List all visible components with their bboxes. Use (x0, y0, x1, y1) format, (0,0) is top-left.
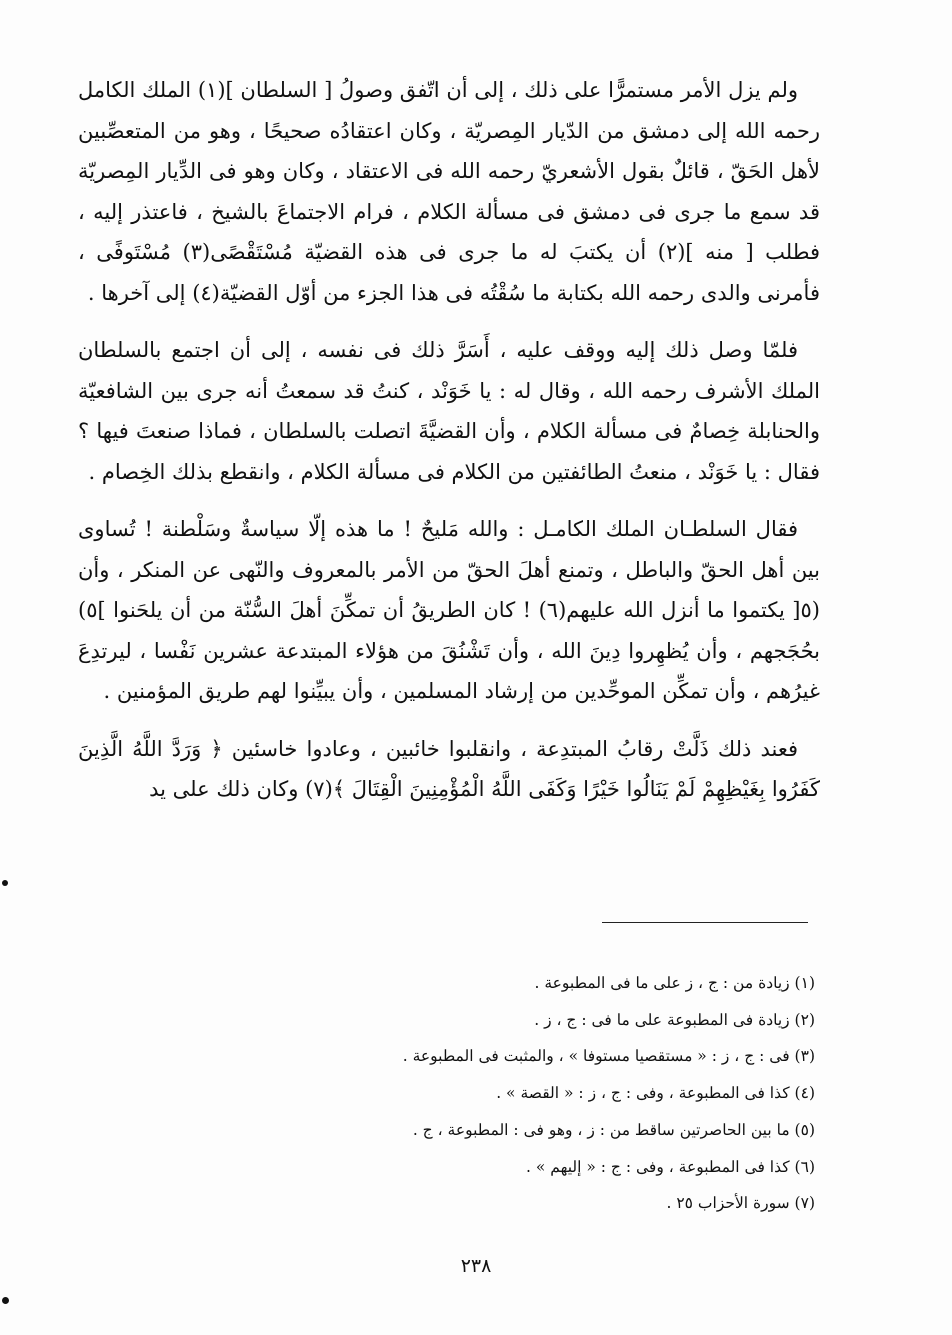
paragraph-2: فلمّا وصل ذلك إليه ووقف عليه ، أَسَرَّ ذلك فى نفسه ، إلى أن اجتمع بالسلطان الملك الأشرف رحمه الله ، وقال له : يا خَوَنْد ، كنتُ قد سمعتُ أنه جرى بين الشافعيّة والحنابلة خِصامٌ فى مسألة الكلام ، وأن القضيَّةَ اتصلت بالسلطان ، فماذا صنعتَ فيها ؟ فقال : يا خَوَنْد ، منعتُ الطائفتين من الكلام فى مسألة الكلام ، وانقطع بذلك الخِصام . (78, 338, 820, 484)
footnote-5: (٥) ما بين الحاصرتين ساقط من : ز ، وهو فى : المطبوعة ، ج . (412, 1120, 815, 1139)
footnote-3: (٣) فى : ج ، ز : « مستقصيا مستوفا » ، والمثبت فى المطبوعة . (402, 1047, 815, 1066)
scan-mark-dot (2, 880, 8, 886)
paragraph-1: ولم يزل الأمر مستمرًّا على ذلك ، إلى أن اتّفق وصولُ [ السلطان ](١) الملك الكامل رحمه الله إلى دمشق من الدّيار المِصريّة ، وكان اعتقادُه صحيحًا ، وهو من المتعصِّبين لأهل الحَقّ ، قائلٌ بقول الأشعريّ رحمه الله فى الاعتقاد ، وكان وهو فى الدِّيار المِصريّة قد سمع ما جرى فى دمشق فى مسألة الكلام ، فرام الاجتماعَ بالشيخ ، فاعتذر إليه ، فطلب [ منه ](٢) أن يكتبَ له ما جرى فى هذه القضيّة مُسْتَقْصًى(٣) مُسْتَوفًى ، فأمرنى والدى رحمه الله بكتابة ما سُقْتُه فى هذا الجزء من أوّل القضيّة(٤) إلى آخرها . (78, 78, 821, 305)
footnote-2: (٢) زيادة فى المطبوعة على ما فى : ج ، ز . (534, 1010, 815, 1029)
footnote-separator (602, 922, 808, 923)
scan-mark-dot (2, 1297, 9, 1304)
paragraph-3: فقال السلطـان الملك الكامـل : والله مَليحٌ ! ما هذه إلّا سياسةٌ وسَلْطنة ! تُساوى بين أهل الحقّ والباطل ، وتمنع أهلَ الحقّ من الأمر بالمعروف والنّهى عن المنكر ، وأن (٥[ يكتموا ما أنزل الله عليهم(٦) ! كان الطريقُ أن تمكِّنَ أهلَ السُّنّة من أن يلحَنوا ]٥) بحُجَجهم ، وأن يُظهِروا دِينَ الله ، وأن تَشْنُقَ من هؤلاء المبتدعة عشرين نَفْسا ، ليرتدِعَ غيرُهم ، وأن تمكِّن الموحِّدين من إرشاد المسلمين ، وأن يبيِّنوا لهم طريق المؤمنين . (78, 517, 820, 703)
footnote-1: (١) زيادة من : ج ، ز على ما فى المطبوعة . (534, 974, 815, 992)
footnotes (300, 965, 815, 1222)
footnote-7: (٧) سورة الأحزاب ٢٥ . (666, 1194, 815, 1213)
footnote-4: (٤) كذا فى المطبوعة ، وفى : ج ، ز : « القصة » . (496, 1084, 815, 1103)
footnote-6: (٦) كذا فى المطبوعة ، وفى : ج : « إليهم » . (526, 1157, 815, 1176)
main-text (78, 70, 820, 827)
page-number: ٢٣٨ (460, 1255, 492, 1277)
paragraph-4: فعند ذلك ذَلَّتْ رقابُ المبتدِعة ، وانقلبوا خائبين ، وعادوا خاسئين ﴿ وَرَدَّ اللَّهُ الَّذِينَ كَفَرُوا بِغَيْظِهِمْ لَمْ يَنَالُوا خَيْرًا وَكَفَى اللَّهُ الْمُؤْمِنِينَ الْقِتَالَ ﴾(٧) وكان ذلك على يد (78, 736, 820, 801)
